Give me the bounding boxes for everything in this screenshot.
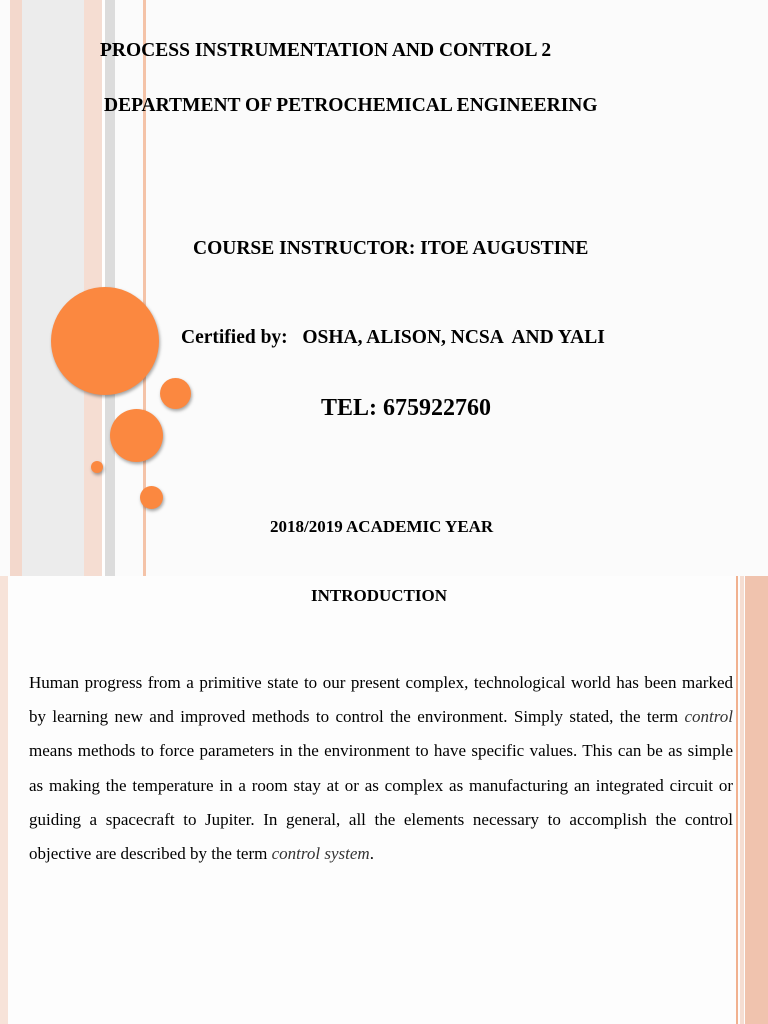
introduction-paragraph [29, 666, 733, 871]
decorative-strip [736, 576, 738, 1024]
decorative-circle [110, 409, 163, 462]
para-text: . [369, 844, 374, 864]
certified-label: Certified by: [181, 327, 288, 348]
decorative-strip [745, 576, 768, 1024]
academic-year: 2018/2019 ACADEMIC YEAR [270, 517, 494, 536]
term-control-system: control system [271, 844, 370, 864]
decorative-strip [10, 0, 22, 576]
para-text: means methods to force parameters in the environment to have specific values. This can be as simple as making the temperature in a room stay at or as complex as manufacturing an integrated circuit or guiding a spacecraft to Jupiter. In general, all the elements necessary to accomplish the control objective are described by the term [29, 741, 733, 864]
decorative-circle [140, 486, 163, 509]
certification-line [181, 327, 605, 349]
telephone: TEL: 675922760 [321, 395, 492, 421]
term-control: control [684, 707, 733, 727]
section-heading: INTRODUCTION [310, 586, 448, 605]
course-instructor: COURSE INSTRUCTOR: ITOE AUGUSTINE [193, 238, 589, 259]
decorative-circle [160, 378, 191, 409]
decorative-circle-small [91, 461, 103, 473]
certified-value: OSHA, ALISON, NCSA AND YALI [302, 327, 605, 348]
department-title: DEPARTMENT OF PETROCHEMICAL ENGINEERING [104, 95, 598, 116]
decorative-circle-large [51, 287, 159, 395]
para-text: Human progress from a primitive state to our present complex, technological world has been marked by learning new and improved methods to control the environment. Simply stated, the term [29, 673, 733, 727]
introduction-slide [0, 576, 768, 1024]
decorative-strip [740, 576, 744, 1024]
decorative-strip [22, 0, 84, 576]
decorative-strip [0, 576, 8, 1024]
course-title: PROCESS INSTRUMENTATION AND CONTROL 2 [100, 40, 552, 61]
